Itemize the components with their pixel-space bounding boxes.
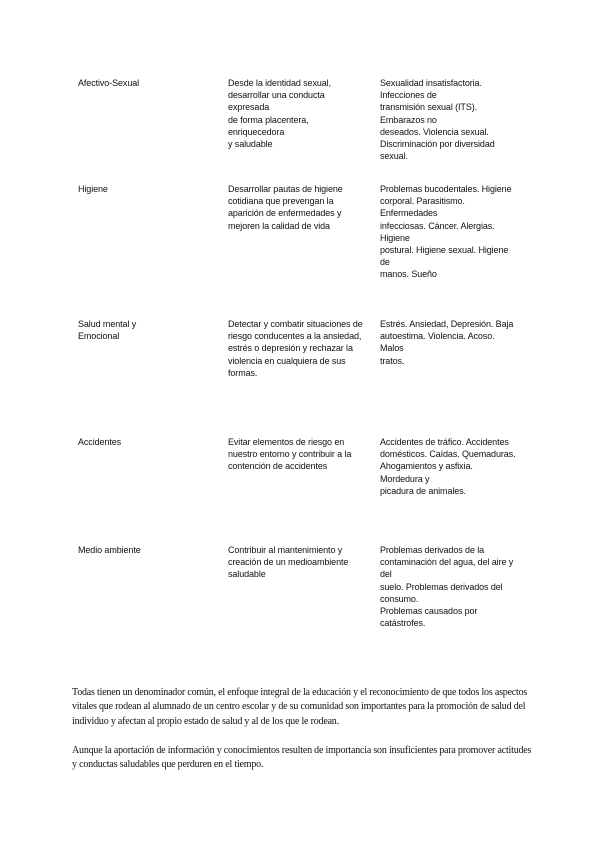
body-paragraph: Aunque la aportación de información y conocimientos resulten de importancia son insuficientes para promover actitudes y conductas saludables que perduren en el tiempo. [72, 745, 532, 771]
problems-cell: Accidentes de tráfico. Accidentes domésticos. Caídas. Quemaduras. Ahogamientos y asfixia. Mordedura y picadura de animales. [380, 437, 516, 496]
problems-cell: Estrés. Ansiedad, Depresión. Baja autoestima. Violencia. Acoso. Malos tratos. [380, 319, 514, 366]
problems-cell: Sexualidad insatisfactoria. Infecciones de transmisión sexual (ITS). Embarazos no deseados. Violencia sexual. Discriminación por diversidad sexual. [380, 78, 495, 162]
objective-cell: Desarrollar pautas de higiene cotidiana que prevengan la aparición de enfermedades y mejoren la calidad de vida [228, 184, 343, 231]
problems-cell: Problemas derivados de la contaminación del agua, del aire y del suelo. Problemas derivados del consumo. Problemas causados por catástrofes. [380, 545, 514, 629]
objective-cell: Contribuir al mantenimiento y creación de un medioambiente saludable [228, 545, 349, 580]
area-cell: Afectivo-Sexual [78, 78, 140, 88]
area-cell: Salud mental y Emocional [78, 319, 137, 342]
objective-cell: Detectar y combatir situaciones de riesgo conducentes a la ansiedad, estrés o depresión y rechazar la violencia en cualquiera de sus formas. [228, 319, 363, 378]
objective-cell: Evitar elementos de riesgo en nuestro entorno y contribuir a la contención de accidentes [228, 437, 352, 472]
area-cell: Medio ambiente [78, 545, 141, 555]
objective-cell: Desde la identidad sexual, desarrollar una conducta expresada de forma placentera, enriquecedora y saludable [228, 78, 331, 150]
body-paragraph: Todas tienen un denominador común, el enfoque integral de la educación y el reconocimiento de que todos los aspectos vitales que rodean al alumnado de un centro escolar y de su comunidad son importantes para la promoción de salud del individuo y afectan al propio estado de salud y al de los que le rodean. [72, 687, 528, 727]
area-cell: Higiene [78, 184, 108, 194]
area-cell: Accidentes [78, 437, 122, 447]
problems-cell: Problemas bucodentales. Higiene corporal. Parasitismo. Enfermedades infecciosas. Cáncer. Alergias. Higiene postural. Higiene sexual. Higiene de manos. Sueño [380, 184, 512, 280]
